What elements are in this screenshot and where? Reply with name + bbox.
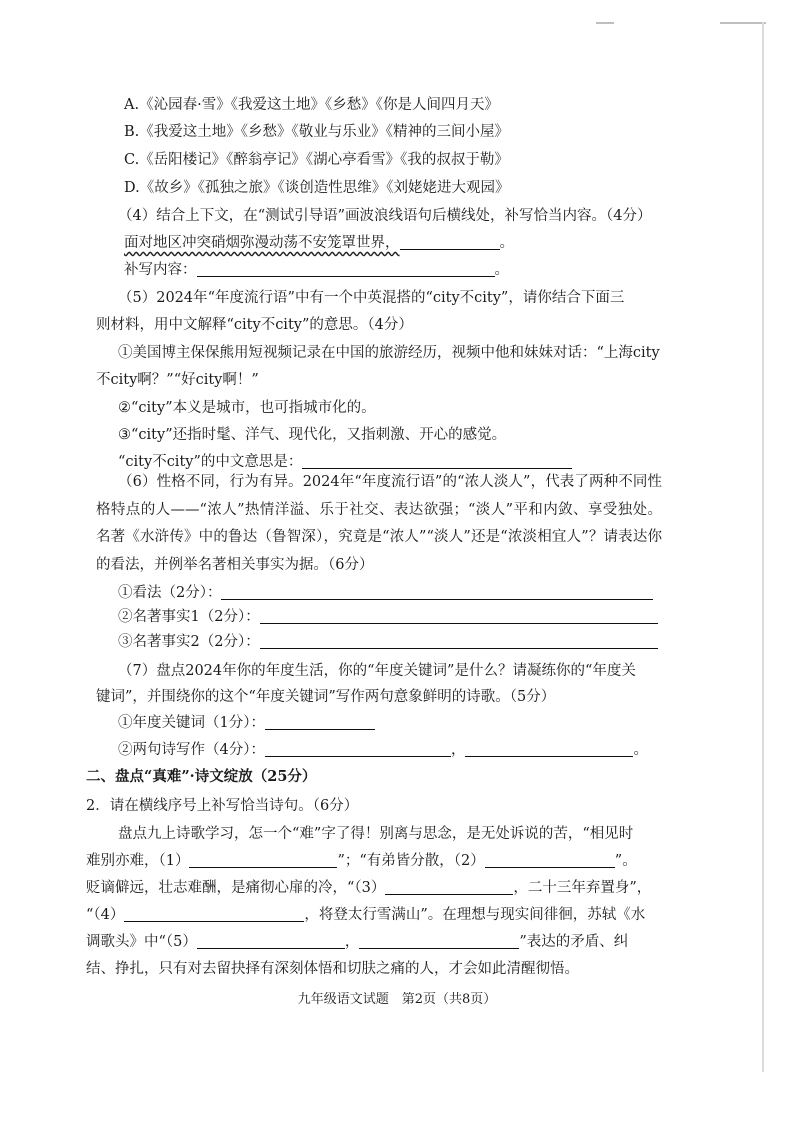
q4-fill-label: 补写内容：	[124, 262, 197, 278]
q6-item2-row	[118, 607, 658, 627]
section2-line2-a: 难别亦难，（1）	[86, 853, 190, 869]
section2-line2-b: ”；“有弟皆分散，（2）	[337, 853, 485, 869]
scan-mark-left	[596, 22, 614, 24]
q7-comma: ，	[450, 742, 466, 758]
q6-paragraph: （6）性格不同，行为有异。2024年“年度流行语”的“浓人淡人”，代表了两种不同性格特点的人——“浓人”热情洋溢、乐于社交、表达欲强；“淡人”平和内敛、享受独处。名著《水浒传》中的鲁达（鲁智深），究竟是“浓人”“淡人”还是“浓淡相宜人”？请表达你的看法，并例举名著相关事实为据。（6分）	[96, 474, 662, 573]
section2-line4	[86, 905, 645, 925]
q7-poem-blank-2[interactable]	[465, 740, 633, 757]
q7-item1-row	[118, 713, 375, 733]
q5-prompt-line1: （5）2024年“年度流行语”中有一个中英混搭的“city不city”，请你结合下面三	[118, 290, 625, 306]
section2-line3-b: ，二十三年弃置身”，	[513, 880, 652, 896]
section2-line5-a: 调歌头》中“（5）	[86, 934, 197, 950]
option-d: D.《故乡》《孤独之旅》《谈创造性思维》《刘姥姥进大观园》	[124, 180, 510, 196]
q6-item1-blank[interactable]	[221, 583, 653, 600]
section2-line6: 结、挣扎，只有对去留抉择有深刻体悟和切肤之痛的人，才会如此清醒彻悟。	[86, 961, 579, 977]
poem-blank-5b[interactable]	[359, 932, 519, 949]
q7-prompt-line2: 键词”，并围绕你的这个“年度关键词”写作两句意象鲜明的诗歌。（5分）	[96, 689, 556, 705]
option-b: B.《我爱这土地》《乡愁》《敬业与乐业》《精神的三间小屋》	[124, 124, 510, 140]
q4-sentence	[124, 233, 514, 253]
section2-heading: 二、盘点“真难”·诗文绽放（25分）	[86, 768, 317, 785]
q7-prompt-line1: （7）盘点2024年你的年度生活，你的“年度关键词”是什么？请凝练你的“年度关	[118, 663, 636, 679]
q6-item3-row	[118, 632, 658, 652]
q7-item2-row	[118, 740, 648, 760]
q5-prompt-line2: 则材料，用中文解释“city不city”的意思。（4分）	[96, 317, 413, 333]
q6-item1-row	[118, 583, 653, 603]
q7-end-mark: 。	[633, 742, 648, 758]
q6-item2-blank[interactable]	[260, 607, 658, 624]
section2-line5	[86, 932, 628, 952]
q4-fill-row	[124, 260, 509, 280]
poem-blank-2[interactable]	[485, 851, 615, 868]
q6-item1-label: ①看法（2分）：	[118, 585, 222, 601]
q6-item3-label: ③名著事实2（2分）：	[118, 634, 260, 650]
scan-edge-line	[762, 22, 764, 1072]
q7-item2-label: ②两句诗写作（4分）：	[118, 742, 265, 758]
poem-blank-3[interactable]	[385, 878, 513, 895]
q4-prompt: （4）结合上下文，在“测试引导语”画波浪线语句后横线处，补写恰当内容。（4分）	[118, 208, 652, 224]
scan-mark-right	[720, 22, 766, 24]
section2-line1: 盘点九上诗歌学习，怎一个“难”字了得！别离与思念，是无处诉说的苦，“相见时	[118, 826, 634, 842]
q5-answer-blank[interactable]	[302, 452, 572, 469]
q5-material3: ③“city”还指时髦、洋气、现代化，又指刺激、开心的感觉。	[118, 427, 507, 443]
section2-line5-b: ，	[344, 934, 360, 950]
section2-line4-b: ，将登太行雪满山”。在理想与现实间徘徊，苏轼《水	[304, 907, 646, 923]
q7-poem-blank-1[interactable]	[265, 740, 451, 757]
q4-wavy-text: 面对地区冲突硝烟弥漫动荡不安笼罩世界，	[124, 235, 400, 251]
q4-blank-inline[interactable]	[400, 233, 500, 250]
q4-fill-end: 。	[494, 262, 509, 278]
q4-fill-blank[interactable]	[197, 260, 495, 277]
option-a: A.《沁园春·雪》《我爱这土地》《乡愁》《你是人间四月天》	[124, 97, 499, 113]
section2-q2-prompt: 2．请在横线序号上补写恰当诗句。（6分）	[86, 798, 359, 814]
section2-line4-a: “（4）	[86, 907, 125, 923]
section2-line2	[86, 851, 637, 871]
q6-item2-label: ②名著事实1（2分）：	[118, 609, 260, 625]
q5-answer-label: “city不city”的中文意思是：	[118, 454, 303, 470]
section2-line3	[86, 878, 651, 898]
q7-keyword-blank[interactable]	[265, 713, 375, 730]
page-footer: 九年级语文试题 第2页（共8页）	[297, 992, 497, 1007]
section2-line5-c: ”表达的矛盾、纠	[519, 934, 629, 950]
q4-end-mark: 。	[499, 235, 514, 251]
section2-line2-c: ”。	[614, 853, 637, 869]
q5-material1-line1: ①美国博主保保熊用短视频记录在中国的旅游经历，视频中他和妹妹对话：“上海city	[118, 345, 660, 361]
q5-material1-line2: 不city啊？”“好city啊！”	[96, 372, 259, 388]
poem-blank-4[interactable]	[124, 905, 304, 922]
q5-material2: ②“city”本义是城市，也可指城市化的。	[118, 400, 376, 416]
section2-line3-a: 贬谪僻远，壮志难酬，是痛彻心扉的冷，“（3）	[86, 880, 386, 896]
q7-item1-label: ①年度关键词（1分）：	[118, 715, 265, 731]
poem-blank-5a[interactable]	[197, 932, 345, 949]
option-c: C.《岳阳楼记》《醉翁亭记》《湖心亭看雪》《我的叔叔于勒》	[124, 152, 509, 168]
poem-blank-1[interactable]	[189, 851, 337, 868]
q6-item3-blank[interactable]	[260, 632, 658, 649]
